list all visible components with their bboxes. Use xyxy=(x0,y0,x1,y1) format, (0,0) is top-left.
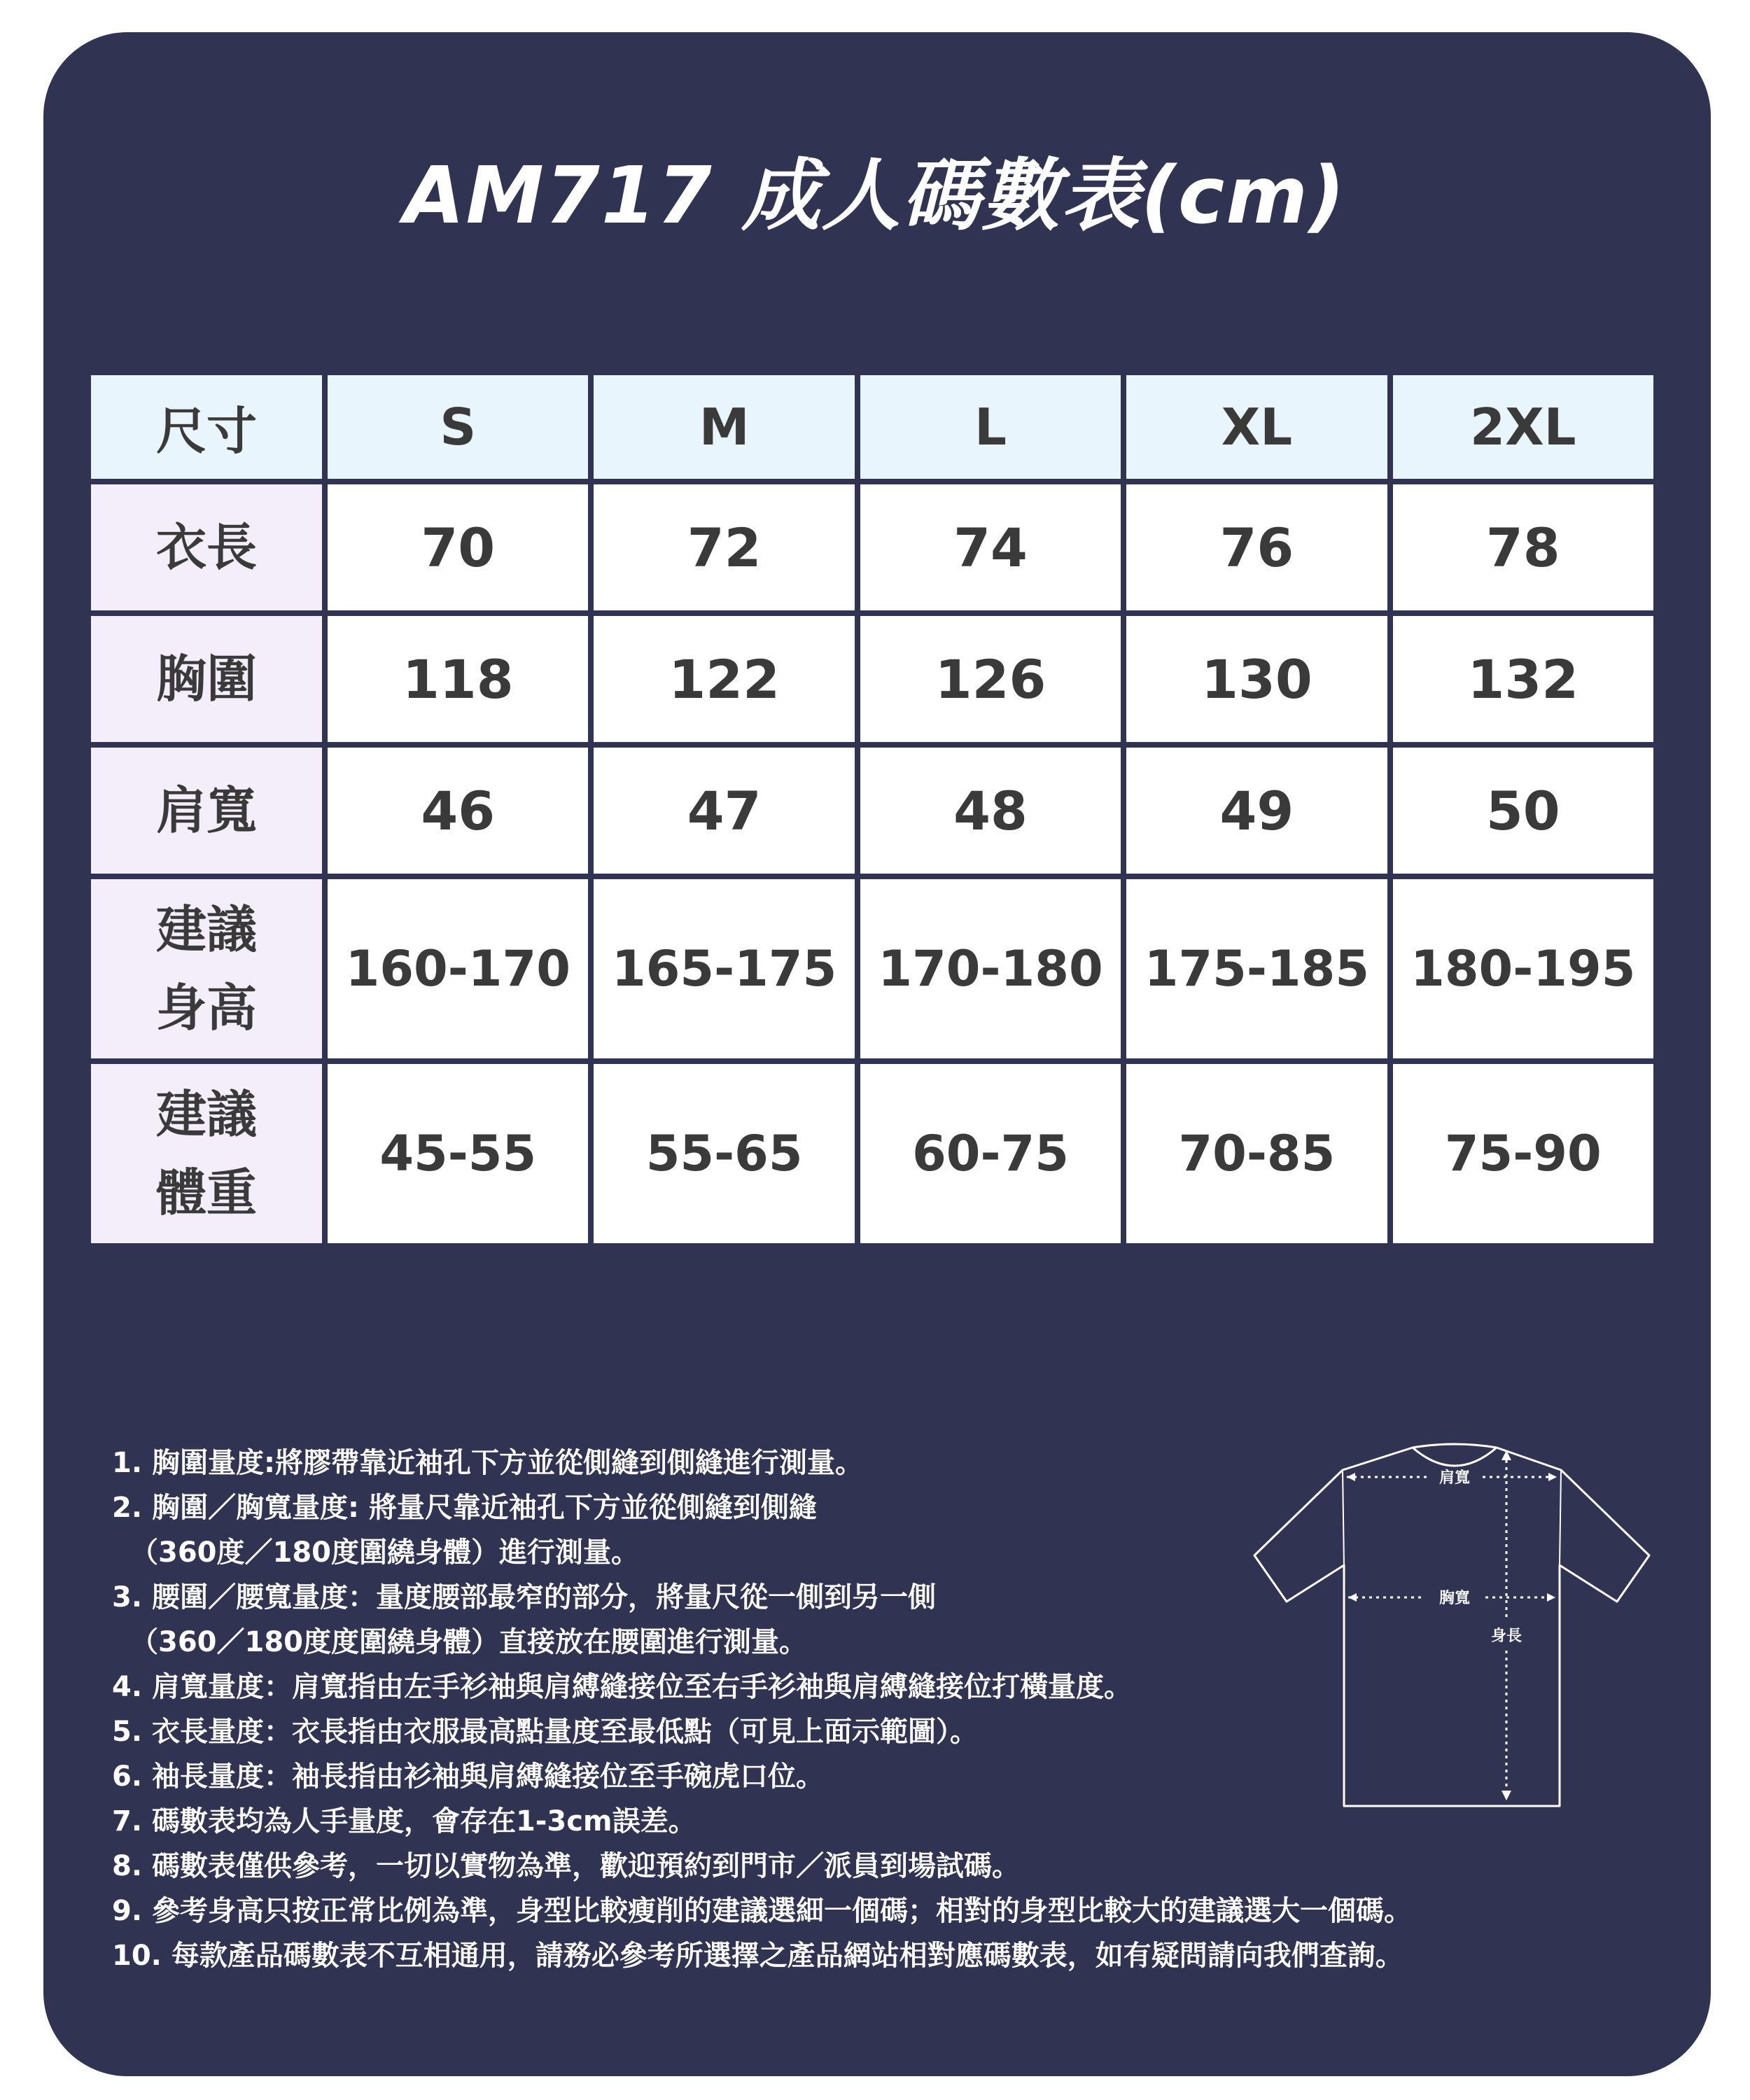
arrow-left-icon xyxy=(1348,1593,1357,1602)
row-label: 肩寬 xyxy=(91,748,322,874)
note-item: 9. 參考身高只按正常比例為準，身型比較瘦削的建議選細一個碼；相對的身型比較大的建議選大一個碼。 xyxy=(112,1895,1412,1927)
arrow-right-icon xyxy=(1547,1593,1555,1602)
table-cell: 49 xyxy=(1126,748,1387,874)
table-header-row xyxy=(91,375,1653,479)
table-row xyxy=(91,748,1653,874)
chest-label: 胸寬 xyxy=(1438,1590,1471,1607)
table-row xyxy=(91,879,1653,1058)
note-item: （360度／180度圍繞身體）進行測量。 xyxy=(130,1536,639,1569)
table-cell: 180-195 xyxy=(1393,879,1653,1058)
note-item: 4. 肩寬量度：肩寬指由左手衫袖與肩縛縫接位至右手衫袖與肩縛縫接位打橫量度。 xyxy=(112,1671,1132,1703)
note-item: 6. 袖長量度：袖長指由衫袖與肩縛縫接位至手碗虎口位。 xyxy=(112,1760,824,1793)
sleeve-seam xyxy=(1560,1470,1561,1565)
shoulder-label: 肩寬 xyxy=(1438,1469,1471,1487)
table-cell: 132 xyxy=(1393,616,1653,742)
table-cell: 118 xyxy=(328,616,588,742)
table-row xyxy=(91,1064,1653,1243)
table-cell: 170-180 xyxy=(860,879,1121,1058)
arrow-left-icon xyxy=(1347,1473,1355,1481)
note-item: 5. 衣長量度：衣長指由衣服最高點量度至最低點（可見上面示範圖）。 xyxy=(112,1716,978,1748)
row-label-line: 建議 xyxy=(156,1085,258,1144)
size-header: L xyxy=(860,375,1121,479)
table-cell: 130 xyxy=(1126,616,1387,742)
arrow-right-icon xyxy=(1548,1473,1557,1481)
note-item: 8. 碼數表僅供參考，一切以實物為準，歡迎預約到門市／派員到場試碼。 xyxy=(112,1850,1020,1882)
table-cell: 165-175 xyxy=(594,879,854,1058)
note-item: 10. 每款產品碼數表不互相通用，請務必參考所選擇之產品網站相對應碼數表，如有疑問請向我們查詢。 xyxy=(112,1940,1404,1972)
measurement-notes xyxy=(112,1441,1412,1978)
table-cell: 47 xyxy=(594,748,854,874)
row-label-line: 身高 xyxy=(156,979,258,1037)
table-cell: 160-170 xyxy=(328,879,588,1058)
tshirt-outline xyxy=(1254,1444,1649,1806)
note-item: 2. 胸圍／胸寬量度: 將量尺靠近袖孔下方並從側縫到側縫 xyxy=(112,1492,817,1524)
row-label: 胸圍 xyxy=(91,616,322,742)
size-header: XL xyxy=(1126,375,1387,479)
tshirt-measurement-diagram xyxy=(1245,1436,1665,1814)
row-label xyxy=(91,1064,322,1243)
note-item: （360／180度度圍繞身體）直接放在腰圍進行測量。 xyxy=(130,1626,807,1658)
tshirt-icon xyxy=(1245,1436,1665,1814)
sleeve-seam xyxy=(1343,1470,1344,1565)
arrow-down-icon xyxy=(1502,1791,1511,1800)
table-cell: 72 xyxy=(594,484,854,610)
table-cell: 60-75 xyxy=(860,1064,1121,1243)
row-label-line: 體重 xyxy=(156,1163,258,1222)
table-cell: 75-90 xyxy=(1393,1064,1653,1243)
size-header: S xyxy=(328,375,588,479)
table-cell: 55-65 xyxy=(594,1064,854,1243)
table-cell: 78 xyxy=(1393,484,1653,610)
table-cell: 122 xyxy=(594,616,854,742)
size-header: 2XL xyxy=(1393,375,1653,479)
length-label: 身長 xyxy=(1490,1628,1522,1645)
header-label: 尺寸 xyxy=(91,375,322,479)
note-item: 7. 碼數表均為人手量度，會存在1-3cm誤差。 xyxy=(112,1805,696,1837)
table-cell: 70-85 xyxy=(1126,1064,1387,1243)
row-label xyxy=(91,879,322,1058)
table-cell: 76 xyxy=(1126,484,1387,610)
note-item: 1. 胸圍量度:將膠帶靠近袖孔下方並從側縫到側縫進行測量。 xyxy=(112,1447,863,1479)
table-cell: 70 xyxy=(328,484,588,610)
table-cell: 175-185 xyxy=(1126,879,1387,1058)
page-title: AM717 成人碼數表(cm) xyxy=(403,150,1347,241)
note-item: 3. 腰圍／腰寬量度：量度腰部最窄的部分，將量尺從一側到另一側 xyxy=(112,1581,936,1614)
row-label: 衣長 xyxy=(91,484,322,610)
tshirt-collar xyxy=(1413,1448,1497,1466)
size-table xyxy=(85,370,1659,1249)
table-row xyxy=(91,484,1653,610)
table-cell: 74 xyxy=(860,484,1121,610)
table-cell: 48 xyxy=(860,748,1121,874)
table-cell: 126 xyxy=(860,616,1121,742)
table-cell: 45-55 xyxy=(328,1064,588,1243)
table-row xyxy=(91,616,1653,742)
table-cell: 50 xyxy=(1393,748,1653,874)
row-label-line: 建議 xyxy=(156,900,258,959)
size-header: M xyxy=(594,375,854,479)
table-cell: 46 xyxy=(328,748,588,874)
